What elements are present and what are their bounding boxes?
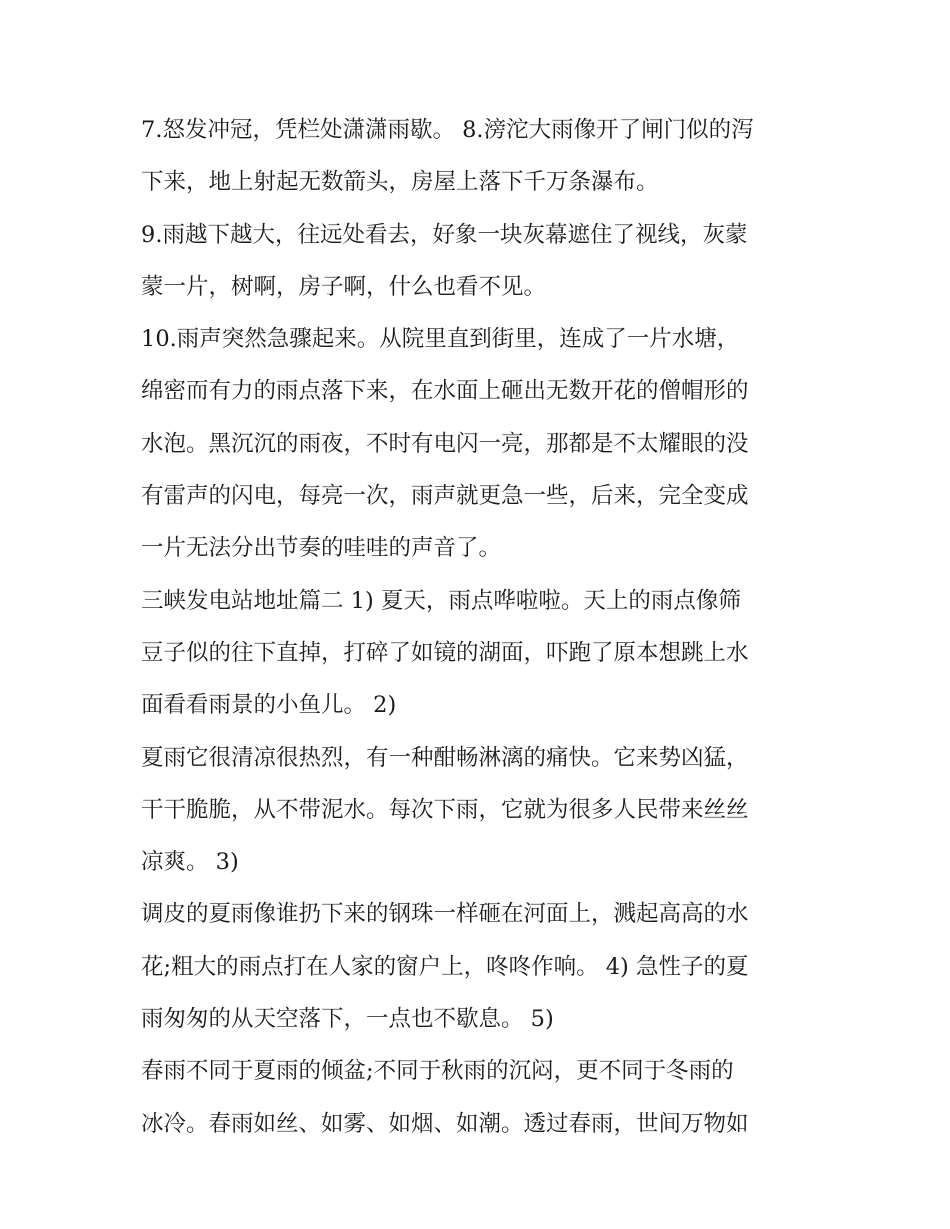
text-line: 9.雨越下越大，往远处看去，好象一块灰幕遮住了视线，灰蒙 — [141, 221, 748, 248]
text-line: 凉爽。 3) — [141, 849, 239, 876]
text-line: 面看看雨景的小鱼儿。 2) — [141, 692, 397, 719]
text-line: 7.怒发冲冠，凭栏处潇潇雨歇。 8.滂沱大雨像开了闸门似的泻 — [141, 117, 754, 143]
text-line: 绵密而有力的雨点落下来，在水面上砸出无数开花的僧帽形的 — [141, 378, 749, 405]
text-line: 干干脆脆，从不带泥水。每次下雨，它就为很多人民带来丝丝 — [141, 796, 749, 823]
text-line: 有雷声的闪电，每亮一次，雨声就更急一些，后来，完全变成 — [141, 483, 749, 510]
text-line: 调皮的夏雨像谁扔下来的钢珠一样砸在河面上，溅起高高的水 — [141, 901, 749, 928]
text-line: 春雨不同于夏雨的倾盆;不同于秋雨的沉闷，更不同于冬雨的 — [141, 1058, 734, 1085]
text-line: 花;粗大的雨点打在人家的窗户上，咚咚作响。 4) 急性子的夏 — [141, 953, 749, 980]
text-line: 夏雨它很清凉很热烈，有一种酣畅淋漓的痛快。它来势凶猛， — [141, 744, 749, 771]
text-line: 三峡发电站地址篇二 1) 夏天，雨点哗啦啦。天上的雨点像筛 — [141, 587, 741, 614]
document-body — [141, 104, 821, 1150]
text-line: 下来，地上射起无数箭头，房屋上落下千万条瀑布。 — [141, 169, 659, 196]
text-line: 雨匆匆的从天空落下，一点也不歇息。 5) — [141, 1006, 554, 1033]
text-line: 一片无法分出节奏的哇哇的声音了。 — [141, 535, 502, 562]
text-line: 冰冷。春雨如丝、如雾、如烟、如潮。透过春雨，世间万物如 — [141, 1110, 749, 1137]
text-line: 10.雨声突然急骤起来。从院里直到街里，连成了一片水塘， — [141, 326, 740, 353]
text-line: 水泡。黑沉沉的雨夜，不时有电闪一亮，那都是不太耀眼的没 — [141, 430, 749, 457]
text-line: 豆子似的往下直掉，打碎了如镜的湖面，吓跑了原本想跳上水 — [141, 639, 749, 666]
text-line: 蒙一片，树啊，房子啊，什么也看不见。 — [141, 273, 547, 300]
